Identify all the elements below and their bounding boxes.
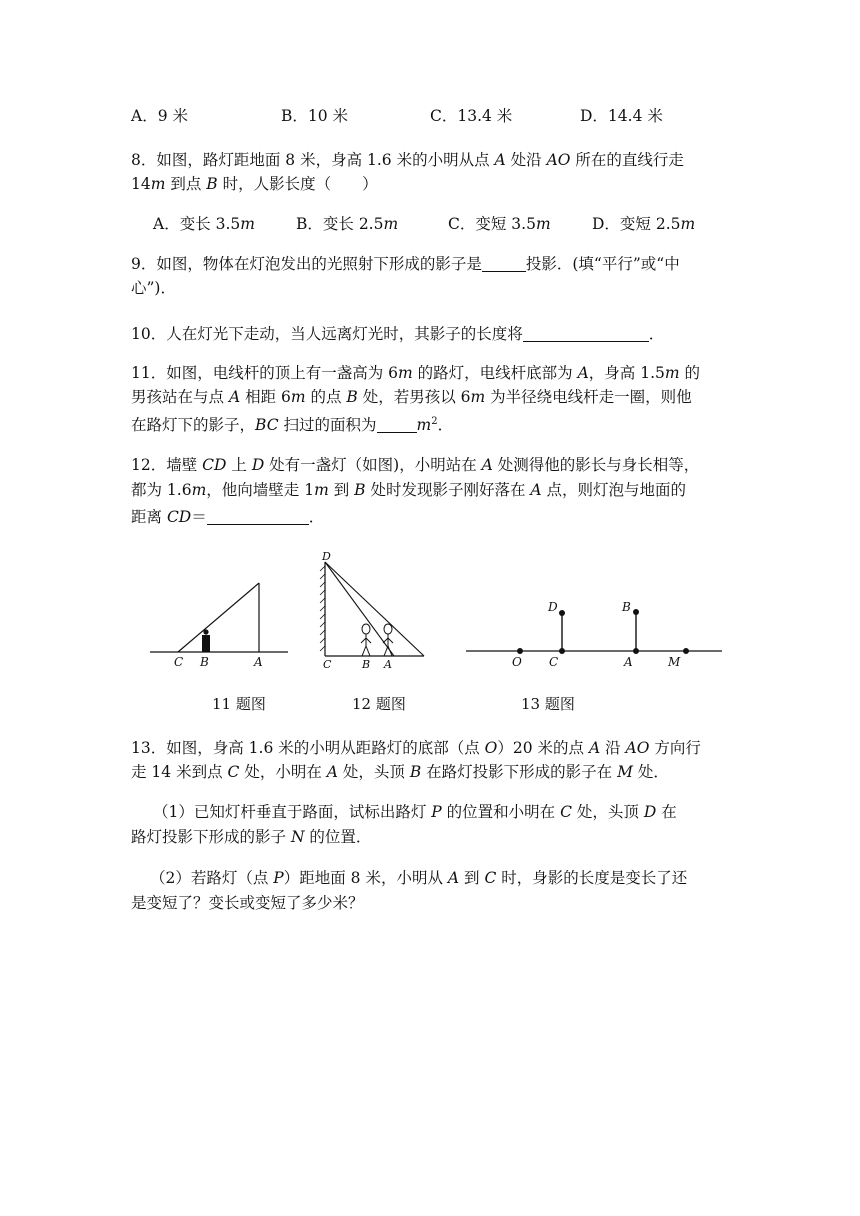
q13-part1-line-1 — [153, 800, 677, 824]
q11-text: 11．如图，电线杆的顶上有一盏高为 6 — [131, 364, 399, 382]
q11-line-2 — [131, 385, 692, 409]
q12-text: 到 — [328, 481, 355, 499]
fig12-person-at-a — [383, 624, 393, 656]
q13-var: C — [560, 803, 572, 821]
q13-var: P — [273, 869, 284, 887]
q12-line-3 — [131, 505, 324, 529]
q11-text: 扫过的面积为 — [278, 416, 377, 435]
q7-option-b: B．10 米 — [281, 107, 349, 125]
q11-text: 男孩站在与点 — [131, 388, 229, 406]
q12-answer-blank[interactable] — [207, 508, 309, 525]
q11-text: 的点 — [305, 388, 347, 406]
figure-11-caption: 11 题图 — [212, 695, 266, 713]
q13-part2-line-2: 是变短了？变长或变短了多少米？ — [131, 894, 364, 912]
q13-var: AO — [625, 739, 650, 757]
q8-text: 8．如图，路灯距地面 8 米，身高 1.6 米的小明从点 — [131, 151, 495, 169]
fig11-label-b: B — [200, 655, 209, 669]
q11-text: 相距 6 — [240, 388, 291, 406]
q13-line-1 — [131, 736, 701, 760]
q13-var: P — [431, 803, 442, 821]
q11-unit: m — [398, 364, 413, 382]
fig11-label-c: C — [174, 655, 184, 669]
fig13-point-c — [559, 648, 565, 654]
q8-text: 到点 — [165, 175, 207, 193]
question-10 — [131, 322, 664, 346]
q11-text: 处，若男孩以 6 — [357, 388, 471, 406]
q12-text: 点，则灯泡与地面的 — [541, 481, 687, 499]
q8-text: 处沿 — [505, 151, 547, 169]
q8-unit: m — [150, 175, 166, 193]
q12-text: ＝ — [191, 508, 207, 526]
q7-option-c: C．13.4 米 — [430, 107, 513, 125]
q13-text: 路灯投影下形成的影子 — [131, 828, 291, 846]
q8-option-d — [592, 212, 695, 236]
q13-part1-line-2 — [131, 825, 371, 849]
q12-text: 处时发现影子刚好落在 — [365, 481, 531, 499]
q8-var: A — [494, 151, 506, 169]
q13-text: ）20 米的点 — [497, 739, 589, 757]
q13-text: 在 — [656, 803, 677, 821]
fig12-wall-hatching — [320, 566, 325, 651]
q13-var: A — [588, 739, 601, 757]
q12-var: B — [354, 481, 366, 499]
q12-text: 处有一盏灯（如图)，小明站在 — [264, 456, 482, 474]
q9-answer-blank[interactable] — [482, 255, 526, 272]
q12-unit: m — [314, 481, 329, 499]
q12-var: D — [251, 456, 265, 474]
q11-text: ． — [437, 416, 454, 435]
q8-text: 时，人影长度（ ） — [217, 175, 378, 193]
figure-12 — [312, 548, 432, 672]
q11-unit: m — [290, 388, 306, 406]
q8-option-text: A．变长 3.5 — [153, 215, 241, 233]
q13-text: 在路灯投影下形成的影子在 — [421, 763, 618, 781]
fig13-label-b: B — [622, 600, 631, 614]
q13-text: （1）已知灯杆垂直于路面，试标出路灯 — [153, 803, 432, 821]
q11-unit: m — [470, 388, 486, 406]
fig12-ray-to-a — [325, 562, 424, 656]
fig12-label-c: C — [323, 658, 332, 671]
fig12-label-d: D — [322, 550, 331, 563]
q12-text: 都为 1.6 — [131, 481, 192, 499]
q11-text: 在路灯下的影子， — [131, 416, 256, 435]
fig13-point-a — [633, 648, 639, 654]
q8-line-1 — [131, 148, 684, 172]
q10-text: 10．人在灯光下走动，当人远离灯光时，其影子的长度将 — [131, 325, 523, 343]
q9-line-1 — [131, 252, 680, 276]
q11-var: A — [228, 388, 241, 406]
q10-text: ． — [648, 325, 665, 343]
q13-text: 处，头顶 — [337, 763, 410, 781]
q11-exponent: 2 — [431, 416, 438, 427]
q11-var: BC — [255, 416, 279, 435]
q8-var: B — [206, 175, 218, 193]
q7-option-d: D．14.4 米 — [580, 107, 663, 125]
q13-var: B — [409, 763, 422, 781]
q13-line-2 — [131, 760, 669, 784]
q12-text: 距离 — [131, 508, 167, 526]
q12-text: 12．墙壁 — [131, 456, 203, 474]
fig13-point-d — [559, 610, 565, 616]
fig12-label-b: B — [362, 658, 371, 671]
q13-var: A — [447, 869, 460, 887]
q13-text: 时，身影的长度是变长了还 — [496, 869, 688, 887]
q13-text: 走 14 米到点 — [131, 763, 228, 781]
fig12-label-a: A — [384, 658, 392, 671]
fig11-label-a: A — [254, 655, 263, 669]
fig13-label-m: M — [668, 655, 681, 669]
q12-text: ． — [308, 508, 325, 526]
q12-var: A — [530, 481, 542, 499]
q12-var: CD — [202, 456, 227, 474]
fig13-point-o — [517, 648, 523, 654]
q9-line-2: 心”)． — [131, 279, 176, 297]
q8-option-unit: m — [383, 215, 399, 233]
fig13-label-o: O — [512, 655, 522, 669]
q11-line-1 — [131, 361, 700, 385]
q13-text: （2）若路灯（点 — [150, 869, 274, 887]
q12-text: ，他向墙壁走 1 — [206, 481, 315, 499]
q11-text: 为半径绕电线杆走一圈，则他 — [485, 388, 692, 406]
fig11-light-ray — [178, 583, 259, 652]
q8-option-unit: m — [535, 215, 551, 233]
q11-text: ，身高 1.5 — [588, 364, 665, 382]
fig12-person-at-b — [361, 624, 371, 656]
q13-var: O — [484, 739, 498, 757]
q12-unit: m — [191, 481, 207, 499]
q11-answer-blank[interactable] — [377, 416, 417, 433]
q12-line-1 — [131, 453, 699, 477]
fig13-point-b — [633, 609, 639, 615]
q13-text: 13．如图，身高 1.6 米的小明从距路灯的底部（点 — [131, 739, 485, 757]
q12-text: 上 — [226, 456, 252, 474]
q13-text: 的位置． — [304, 828, 372, 846]
q8-option-text: C．变短 3.5 — [448, 215, 536, 233]
q8-option-c — [448, 212, 551, 236]
q11-unit: m — [416, 416, 432, 435]
q8-option-text: B．变长 2.5 — [296, 215, 384, 233]
q13-var: C — [484, 869, 497, 887]
q13-text: 的位置和小明在 — [441, 803, 561, 821]
q8-option-a — [153, 212, 255, 236]
q8-var: AO — [546, 151, 571, 169]
q12-text: 处测得他的影长与身长相等， — [492, 456, 700, 474]
q8-line-2 — [131, 172, 378, 196]
q7-option-a: A．9 米 — [131, 107, 188, 125]
q11-line-3 — [131, 410, 453, 437]
q13-var: D — [643, 803, 657, 821]
q9-text: 投影．(填“平行”或“中 — [525, 255, 680, 273]
q12-var: A — [481, 456, 493, 474]
figure-11 — [140, 570, 300, 670]
fig13-point-m — [683, 648, 689, 654]
q8-option-unit: m — [240, 215, 255, 233]
q13-text: 到 — [459, 869, 485, 887]
q11-var: A — [577, 364, 589, 382]
q8-text: 14 — [131, 175, 151, 193]
q9-text: 9．如图，物体在灯泡发出的光照射下形成的影子是 — [131, 255, 482, 273]
q8-option-text: D．变短 2.5 — [592, 215, 681, 233]
q11-text: 的 — [679, 364, 700, 382]
q8-text: 所在的直线行走 — [570, 151, 684, 169]
q13-text: 处． — [632, 763, 669, 781]
q13-part2-line-1 — [150, 866, 687, 890]
fig11-boy-figure — [202, 629, 210, 652]
figure-13-caption: 13 题图 — [521, 695, 575, 713]
q13-var: C — [227, 763, 240, 781]
fig13-label-c: C — [549, 655, 559, 669]
q13-text: ）距地面 8 米，小明从 — [283, 869, 448, 887]
fig13-label-a: A — [624, 655, 633, 669]
q13-text: 处，头顶 — [571, 803, 644, 821]
q12-var: CD — [166, 508, 192, 526]
q11-var: B — [346, 388, 358, 406]
q10-answer-blank[interactable] — [523, 325, 649, 342]
figure-13 — [462, 596, 726, 672]
q8-option-b — [296, 212, 398, 236]
q13-var: A — [326, 763, 338, 781]
q13-text: 处，小明在 — [239, 763, 327, 781]
q13-text: 沿 — [600, 739, 626, 757]
q8-option-unit: m — [680, 215, 696, 233]
q13-text: 方向行 — [649, 739, 701, 757]
q13-var: N — [290, 828, 305, 846]
fig13-label-d: D — [548, 600, 558, 614]
q11-unit: m — [664, 364, 680, 382]
q12-line-2 — [131, 478, 686, 502]
figure-12-caption: 12 题图 — [352, 695, 406, 713]
q11-text: 的路灯，电线杆底部为 — [412, 364, 578, 382]
q13-var: M — [617, 763, 633, 781]
